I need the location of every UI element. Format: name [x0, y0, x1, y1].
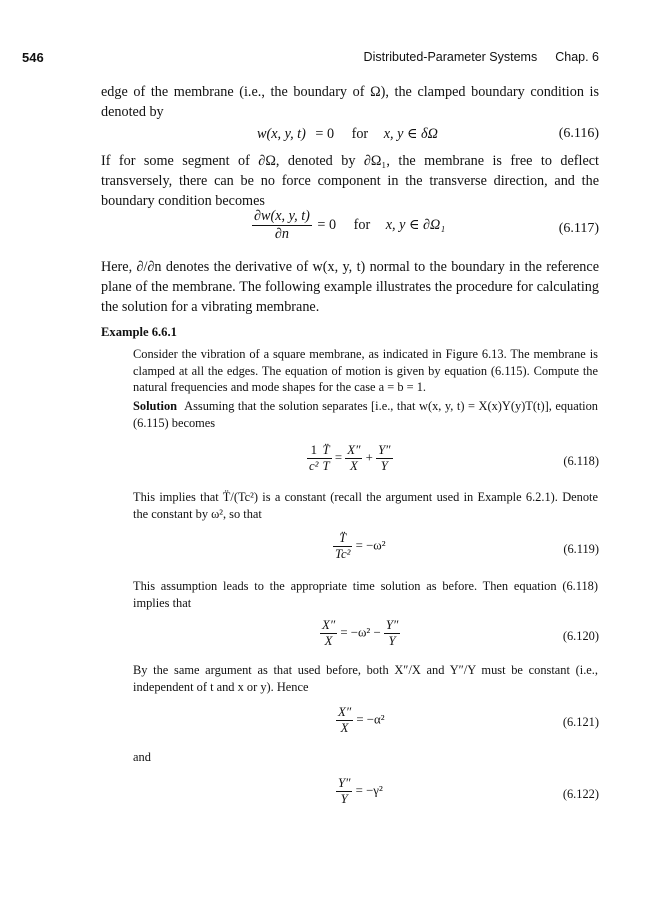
eq119-fraction — [333, 531, 352, 562]
eq120-y-num: Y″ — [385, 618, 399, 632]
running-title: Distributed-Parameter Systems — [363, 50, 538, 64]
eq118-y — [376, 443, 392, 474]
eq119-den: Tc² — [335, 547, 351, 561]
eq116-domain: x, y ∈ δΩ — [383, 126, 438, 142]
eq119-tag: (6.119) — [563, 542, 599, 556]
running-header — [364, 50, 599, 64]
example-text-2: This assumption leads to the appropriate time solution as before. Then equation (6.118) implies that — [133, 579, 598, 610]
paragraph-3: Here, ∂/∂n denotes the derivative of w(x, y, t) normal to the boundary in the reference plane of the membrane. The following example illustrates the procedure for calculating the solution for a vibrating membrane. — [101, 259, 599, 315]
eq120-x — [320, 618, 337, 649]
eq118-tag: (6.118) — [563, 454, 599, 468]
eq120-y — [384, 618, 400, 649]
eq117-tag: (6.117) — [558, 221, 599, 236]
eq120-mid: = −ω² − — [340, 625, 381, 640]
eq118-t — [321, 443, 332, 474]
eq119-num: T̈ — [333, 531, 352, 547]
eq118-c1-den: c² — [309, 459, 319, 473]
eq118-t-den: T — [322, 459, 330, 473]
eq118-const — [307, 443, 321, 474]
example-text-3: By the same argument as that used before, both X″/X and Y″/Y must be constant (i.e., independent of t and x or y). Hence — [133, 663, 598, 694]
eq119-rhs: = −ω² — [355, 538, 386, 553]
eq118-x — [345, 443, 362, 474]
and-word: and — [133, 750, 151, 764]
eq118-x-num: X″ — [347, 443, 361, 457]
eq117-num: ∂w(x, y, t) — [254, 208, 310, 224]
example-title: Example 6.6.1 — [101, 325, 177, 339]
page-number: 546 — [22, 50, 44, 65]
eq120-tag: (6.120) — [562, 629, 599, 643]
solution-paragraph — [133, 398, 598, 431]
eq117-domain: x, y ∈ ∂Ω₁ — [385, 216, 446, 233]
chapter-label: Chap. 6 — [555, 50, 599, 64]
example-text-1: This implies that T̈/(Tc²) is a constant (recall the argument used in Example 6.2.1). Denote the constant by ω², so that — [133, 490, 598, 521]
eq121-fraction — [336, 705, 353, 736]
eq118-x-den: X — [349, 459, 358, 473]
equation-6-120 — [320, 618, 400, 649]
solution-label: Solution — [133, 399, 178, 413]
eq121-rhs: = −α² — [356, 712, 385, 727]
solution-text: Assuming that the solution separates [i.e., that w(x, y, t) = X(x)Y(y)T(t)], equation (6.115) becomes — [133, 399, 598, 430]
eq120-y-den: Y — [388, 634, 396, 648]
eq116-rel: = 0 — [315, 126, 335, 142]
eq122-tag: (6.122) — [562, 787, 599, 801]
eq117-cond: for — [353, 216, 371, 233]
eq122-den: Y — [340, 792, 348, 806]
eq120-x-den: X — [324, 634, 333, 648]
equation-6-119 — [333, 531, 386, 562]
eq121-num: X″ — [338, 705, 352, 719]
eq122-num: Y″ — [338, 776, 351, 790]
equation-6-117 — [252, 208, 445, 243]
paragraph-2: If for some segment of ∂Ω, denoted by ∂Ω₁, the membrane is free to deflect transversely, there can be no force component in the transverse direction, and the boundary condition becomes — [101, 153, 599, 209]
eq118-t-num: T̈ — [322, 443, 330, 457]
eq122-fraction — [336, 776, 352, 807]
eq116-cond: for — [351, 126, 369, 142]
eq120-x-num: X″ — [322, 618, 336, 632]
eq122-rhs: = −γ² — [355, 783, 383, 798]
eq116-tag: (6.116) — [558, 126, 599, 141]
eq118-y-den: Y — [380, 459, 388, 473]
eq117-fraction — [252, 208, 312, 243]
eq121-den: X — [340, 721, 349, 735]
equation-6-122 — [336, 776, 383, 807]
equation-6-116 — [257, 126, 438, 143]
eq118-y-num: Y″ — [378, 443, 391, 457]
equation-6-118: $\frac{1}{\text{c²}}$ $\frac{T̈}{T}$ = $\frac{X''}{X}$ + $\frac{Y''}{Y}$ — [309, 443, 391, 473]
equation-6-121 — [336, 705, 385, 736]
eq118-c1-num: 1 — [307, 443, 321, 459]
eq117-den: ∂n — [274, 226, 289, 242]
eq117-rel: = 0 — [317, 216, 337, 233]
example-problem: Consider the vibration of a square membrane, as indicated in Figure 6.13. The membrane is clamped at all the edges. The equation of motion is given by equation (6.115). Compute the natural frequencies and mode shapes for the case a = b = 1. — [133, 347, 598, 394]
eq116-lhs: w(x, y, t) — [257, 126, 306, 142]
eq121-tag: (6.121) — [562, 715, 599, 729]
paragraph-1: edge of the membrane (i.e., the boundary of Ω), the clamped boundary condition is denoted by — [101, 84, 599, 120]
